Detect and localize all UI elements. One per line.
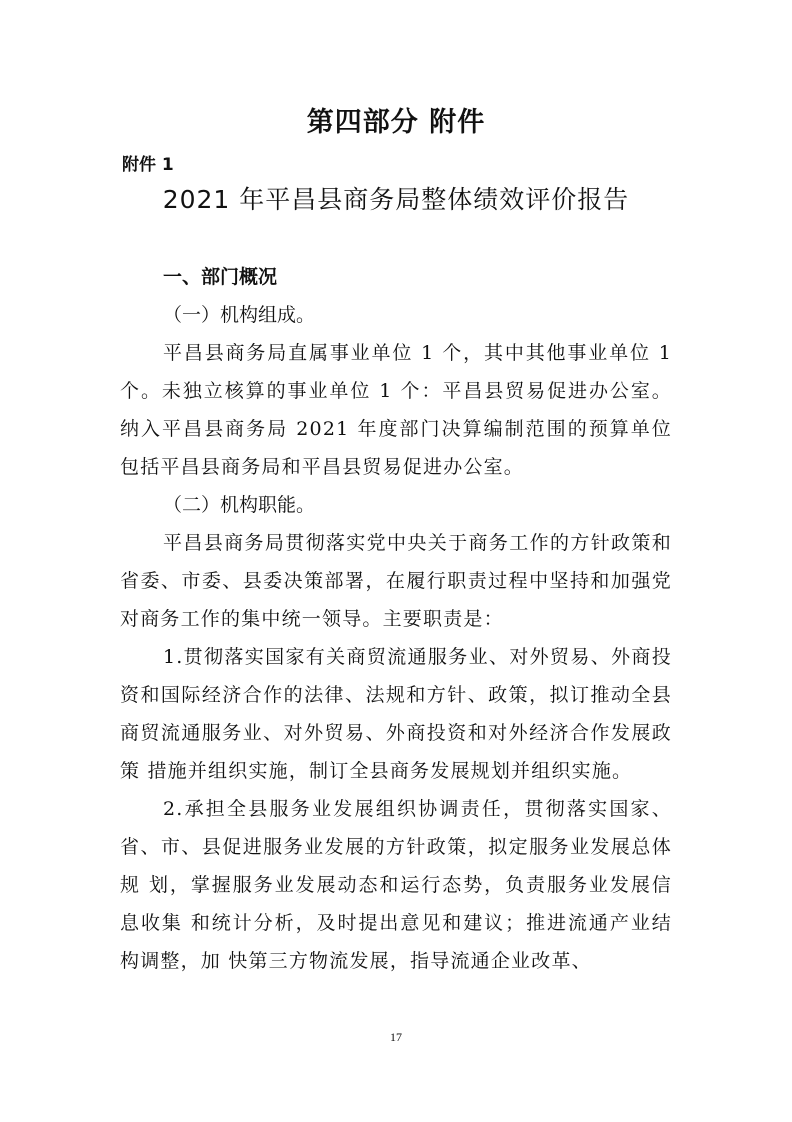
paragraph-duty-2: 2.承担全县服务业发展组织协调责任，贯彻落实国家、省、市、县促进服务业发展的方针政策，拟定服务业发展总体规 划，掌握服务业发展动态和运行态势，负责服务业发展信息收集 和统计分析，及时提出意见和建议；推进流通产业结构调整，加 快第三方物流发展，指导流通企业改革、 bbox=[120, 798, 672, 972]
annex-label: 附件 1 bbox=[122, 155, 174, 175]
subsection-heading-functions: （二）机构职能。 bbox=[163, 494, 316, 516]
section-heading: 一、部门概况 bbox=[163, 266, 278, 288]
report-title: 2021 年平昌县商务局整体绩效评价报告 bbox=[162, 185, 630, 214]
document-body bbox=[120, 258, 672, 980]
page-number: 17 bbox=[390, 1030, 402, 1044]
paragraph-duty-1: 1.贯彻落实国家有关商贸流通服务业、对外贸易、外商投资和国际经济合作的法律、法规和方针、政策，拟订推动全县 商贸流通服务业、对外贸易、外商投资和对外经济合作发展政策 措施并组织实施，制订全县商务发展规划并组织实施。 bbox=[120, 646, 672, 782]
paragraph-composition: 平昌县商务局直属事业单位 1 个，其中其他事业单位 1 个。未独立核算的事业单位 1 个：平昌县贸易促进办公室。纳入平昌县商务局 2021 年度部门决算编制范围的预算单位包括平昌县商务局和平昌县贸易促进办公室。 bbox=[120, 342, 672, 478]
part-title: 第四部分 附件 bbox=[306, 107, 486, 138]
paragraph-functions-intro: 平昌县商务局贯彻落实党中央关于商务工作的方针政策和省委、市委、县委决策部署，在履行职责过程中坚持和加强党对商务工作的集中统一领导。主要职责是： bbox=[120, 532, 672, 630]
subsection-heading-composition: （一）机构组成。 bbox=[163, 304, 316, 326]
